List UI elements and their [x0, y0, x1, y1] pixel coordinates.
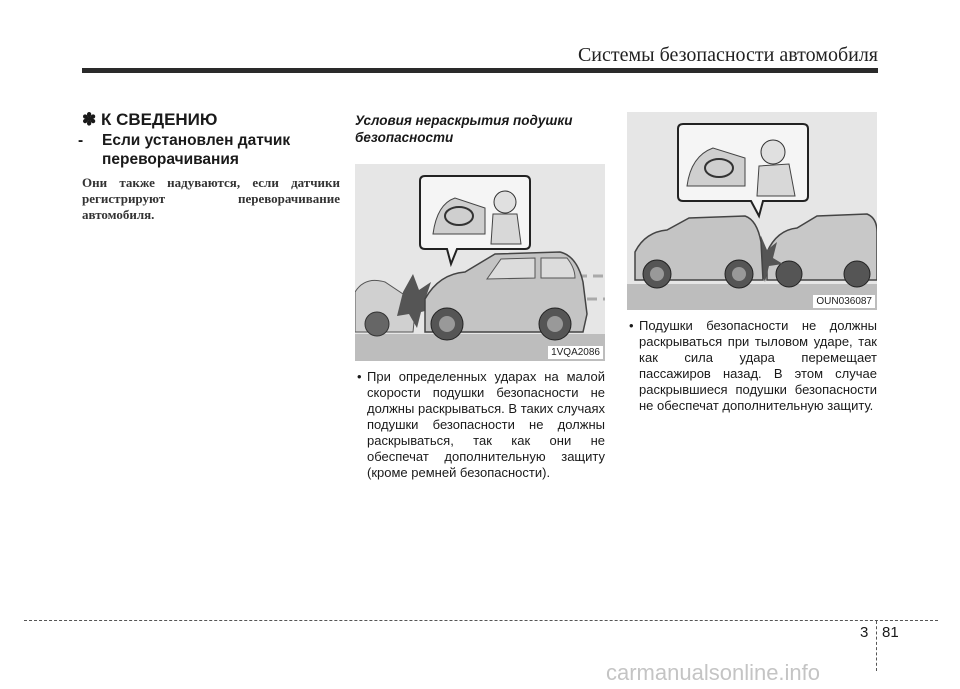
section-heading: Условия нераскрытия подушки безопасности — [355, 113, 573, 145]
frontal-impact-figure — [355, 164, 605, 361]
frontal-impact-illustration — [355, 164, 605, 361]
bullet-marker: • — [629, 318, 634, 333]
rear-impact-illustration — [627, 112, 877, 310]
note-subheading-text: Если установлен датчик переворачивания — [102, 132, 291, 168]
header-rule — [82, 68, 878, 73]
note-column — [78, 110, 340, 223]
chapter-number: 3 — [860, 624, 869, 641]
rear-impact-column — [627, 112, 877, 414]
figure-code: OUN036087 — [813, 295, 875, 308]
page-header-title: Системы безопасности автомобиля — [577, 44, 878, 66]
figure-code: 1VQA2086 — [548, 346, 603, 359]
rear-impact-figure — [627, 112, 877, 310]
note-body: Они также надуваются, если датчики регистрируют переворачивание автомобиля. — [82, 175, 340, 222]
note-subheading — [78, 131, 340, 169]
bullet-text: Подушки безопасности не должны раскрываться при тыловом ударе, так как сила удара перемещает пассажиров назад. В этом случае раскрывшиеся подушки безопасности не обеспечат дополнительную защиту. — [639, 318, 877, 413]
bullet-item — [355, 369, 605, 481]
page-number: 81 — [882, 624, 899, 641]
bullet-item — [627, 318, 877, 414]
footer-divider — [876, 621, 877, 671]
bullet-marker: • — [357, 369, 362, 384]
bullet-text: При определенных ударах на малой скорости подушки безопасности не должны раскрываться. В таких случаях подушки безопасности не должны раскрываться, так как они не обеспечат дополнительную защиту (кроме ремней безопасности). — [367, 369, 605, 480]
watermark: carmanualsonline.info — [606, 660, 821, 685]
footer-rule — [24, 620, 938, 621]
note-heading: ✽ К СВЕДЕНИЮ — [82, 110, 218, 129]
dash-marker: - — [78, 132, 84, 149]
conditions-column — [355, 112, 605, 481]
